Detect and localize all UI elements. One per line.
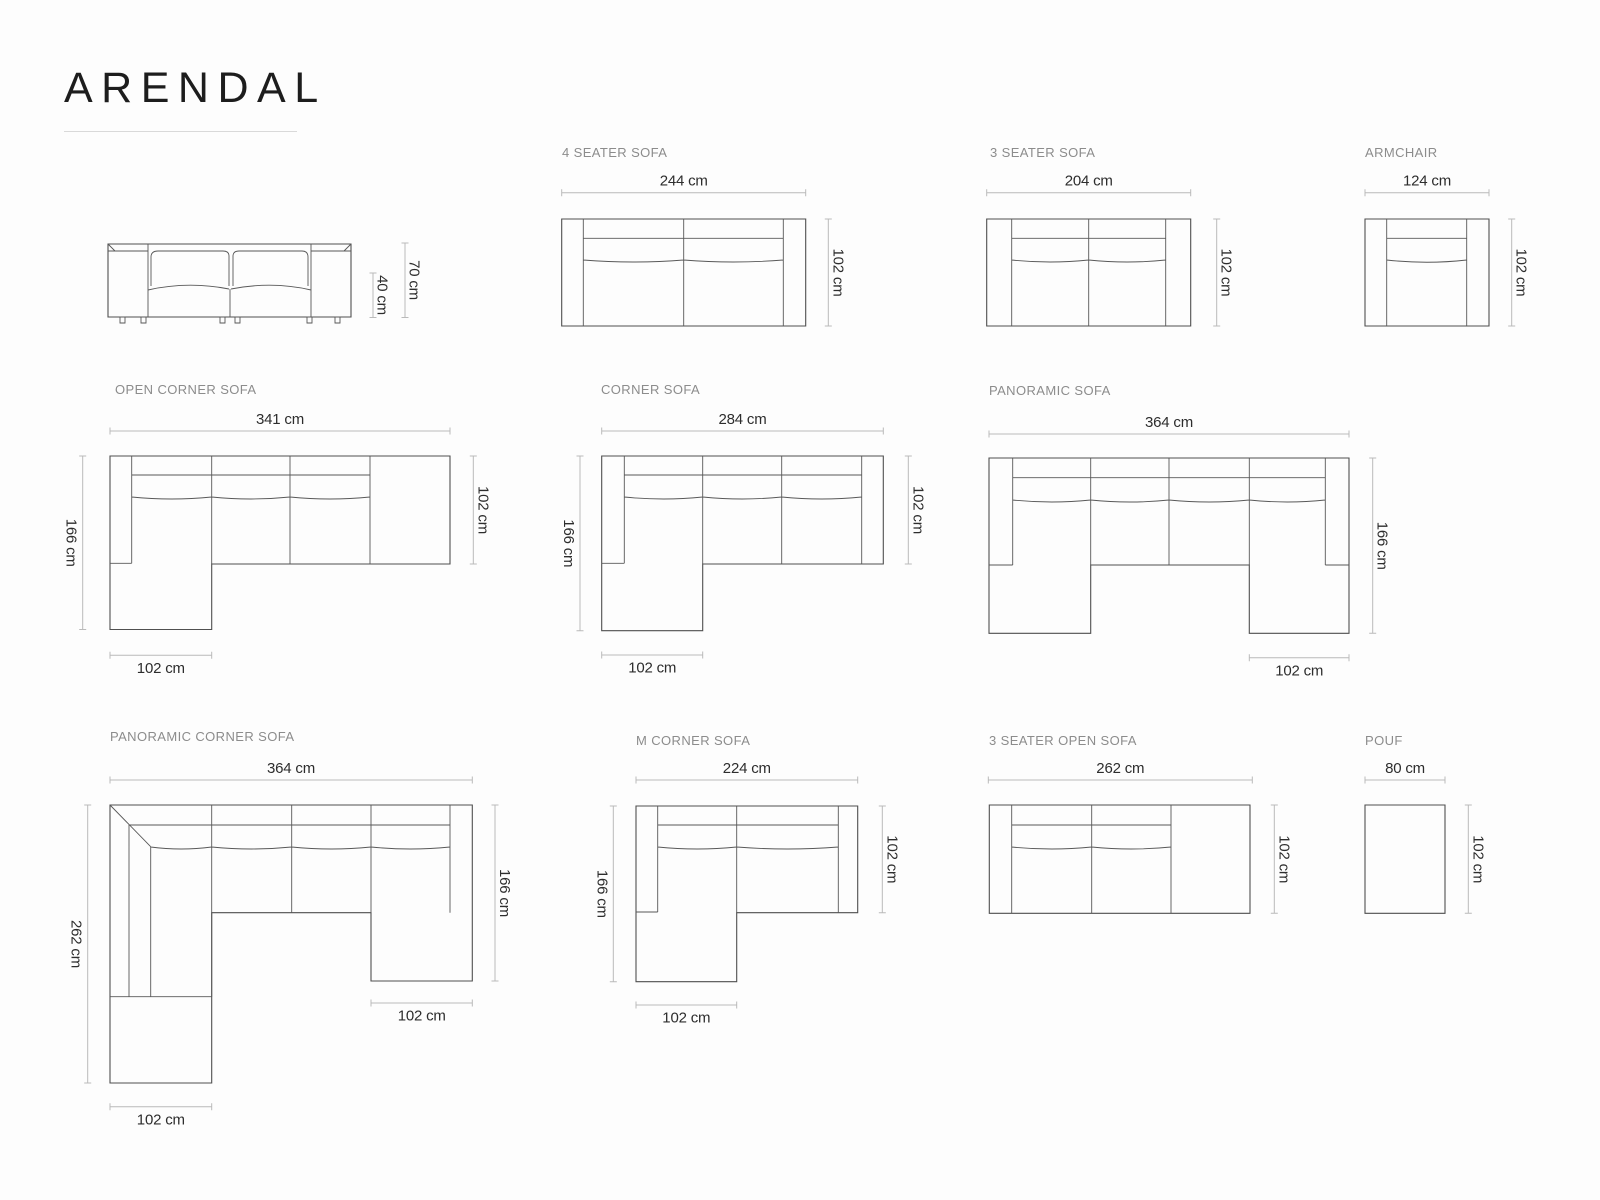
diagram-label: PANORAMIC CORNER SOFA — [110, 729, 295, 744]
dim-width-value: 341 cm — [256, 410, 304, 428]
dim-depth-total-value: 166 cm — [560, 519, 577, 568]
diagram-label: OPEN CORNER SOFA — [115, 382, 257, 397]
diagram-open-corner-sofa — [55, 375, 505, 685]
sofa-inner-lines — [1012, 219, 1166, 326]
dim-width-line — [987, 189, 1191, 196]
sofa-outline — [989, 805, 1250, 913]
dim-width-value: 262 cm — [1096, 759, 1145, 777]
dim-width-line — [110, 777, 472, 784]
dim-depth-value: 102 cm — [1275, 835, 1293, 884]
dim-depth-value: 102 cm — [474, 486, 492, 534]
sofa-inner-lines — [602, 456, 862, 564]
sofa-inner-lines — [1012, 805, 1171, 913]
dim-right-chaise-width-line — [371, 1000, 472, 1007]
diagram-4-seater-sofa — [540, 140, 850, 340]
dim-width-line — [562, 189, 806, 196]
dim-left-chaise-width-value: 102 cm — [136, 1111, 185, 1129]
sofa-side-seat-cushions — [148, 285, 311, 317]
dim-chaise-width-value: 102 cm — [662, 1009, 711, 1027]
dim-right-depth-value: 166 cm — [496, 869, 513, 917]
sofa-inner-lines — [636, 806, 838, 913]
sofa-outline — [110, 456, 450, 630]
diagram-label: CORNER SOFA — [601, 382, 701, 397]
dim-depth-value: 102 cm — [909, 486, 927, 534]
dim-width-line — [1365, 189, 1489, 196]
title-underline — [64, 131, 297, 132]
dim-chaise-width-value: 102 cm — [628, 659, 677, 677]
diagram-corner-sofa — [545, 375, 945, 685]
dim-chaise-width-line — [1249, 654, 1349, 661]
diagram-panoramic-corner-sofa — [55, 720, 525, 1140]
sofa-side-arms — [108, 244, 351, 317]
dim-right-chaise-width-value: 102 cm — [397, 1007, 446, 1025]
sofa-side-feet — [120, 317, 340, 323]
dim-left-chaise-width-line — [110, 1103, 212, 1110]
diagram-sofa-side-view — [95, 235, 435, 335]
diagram-3-seater-sofa — [950, 140, 1240, 340]
dim-depth-total-value: 166 cm — [593, 869, 611, 918]
diagram-label: M CORNER SOFA — [636, 733, 751, 748]
sofa-side-outline — [108, 244, 351, 317]
armchair-inner-lines — [1387, 219, 1467, 326]
dim-width-line — [602, 428, 884, 435]
dim-width-value: 364 cm — [1145, 413, 1193, 431]
sofa-side-back-cushions — [151, 251, 308, 286]
dim-seat-height-value: 40 cm — [373, 275, 391, 315]
dim-width-value: 80 cm — [1385, 759, 1425, 777]
dim-width-value: 244 cm — [659, 172, 708, 190]
dim-depth-value: 102 cm — [1469, 835, 1487, 884]
dim-chaise-width-line — [636, 1002, 737, 1009]
diagram-label: ARMCHAIR — [1365, 145, 1438, 160]
diagram-armchair — [1320, 140, 1540, 340]
dim-depth-value: 102 cm — [883, 835, 901, 884]
product-title: ARENDAL — [64, 64, 327, 112]
dim-chaise-width-line — [602, 652, 703, 659]
sofa-outline — [602, 456, 884, 631]
dim-chaise-width-value: 102 cm — [1275, 662, 1324, 680]
pouf-outline — [1365, 805, 1445, 913]
dim-width-line — [636, 777, 858, 784]
dim-total-height-value: 70 cm — [405, 260, 423, 300]
dim-chaise-width-line — [110, 652, 212, 659]
diagram-label: PANORAMIC SOFA — [989, 383, 1111, 398]
diagram-label: 3 SEATER SOFA — [990, 145, 1096, 160]
armchair-outline — [1365, 219, 1489, 326]
diagram-pouf — [1310, 720, 1540, 950]
dim-width-line — [988, 777, 1252, 784]
sofa-inner-lines — [110, 456, 370, 564]
dim-depth-total-value: 166 cm — [62, 518, 80, 567]
diagram-label: 4 SEATER SOFA — [562, 145, 668, 160]
dim-width-line — [110, 428, 450, 435]
dim-left-depth-value: 262 cm — [67, 920, 85, 968]
diagram-panoramic-sofa — [945, 375, 1395, 685]
dim-width-value: 124 cm — [1403, 172, 1451, 190]
dim-width-line — [1365, 777, 1445, 784]
diagram-label: POUF — [1365, 733, 1403, 748]
dim-depth-value: 102 cm — [1512, 248, 1530, 297]
dim-depth-value: 102 cm — [829, 248, 847, 297]
dim-depth-value: 102 cm — [1217, 248, 1235, 297]
dim-width-value: 224 cm — [722, 759, 771, 777]
dim-width-value: 204 cm — [1064, 172, 1113, 190]
sofa-inner-lines — [583, 219, 783, 326]
dim-depth-total-value: 166 cm — [1373, 521, 1391, 570]
sofa-outline — [636, 806, 858, 982]
diagram-m-corner-sofa — [595, 720, 925, 1040]
sofa-inner-lines — [110, 805, 450, 997]
sofa-inner-lines — [989, 458, 1349, 565]
dim-width-line — [989, 431, 1349, 438]
dim-chaise-width-value: 102 cm — [136, 660, 185, 677]
diagram-label: 3 SEATER OPEN SOFA — [989, 733, 1137, 748]
diagram-3-seater-open-sofa — [945, 720, 1295, 950]
dim-width-value: 284 cm — [718, 410, 767, 428]
dim-width-value: 364 cm — [267, 759, 315, 777]
